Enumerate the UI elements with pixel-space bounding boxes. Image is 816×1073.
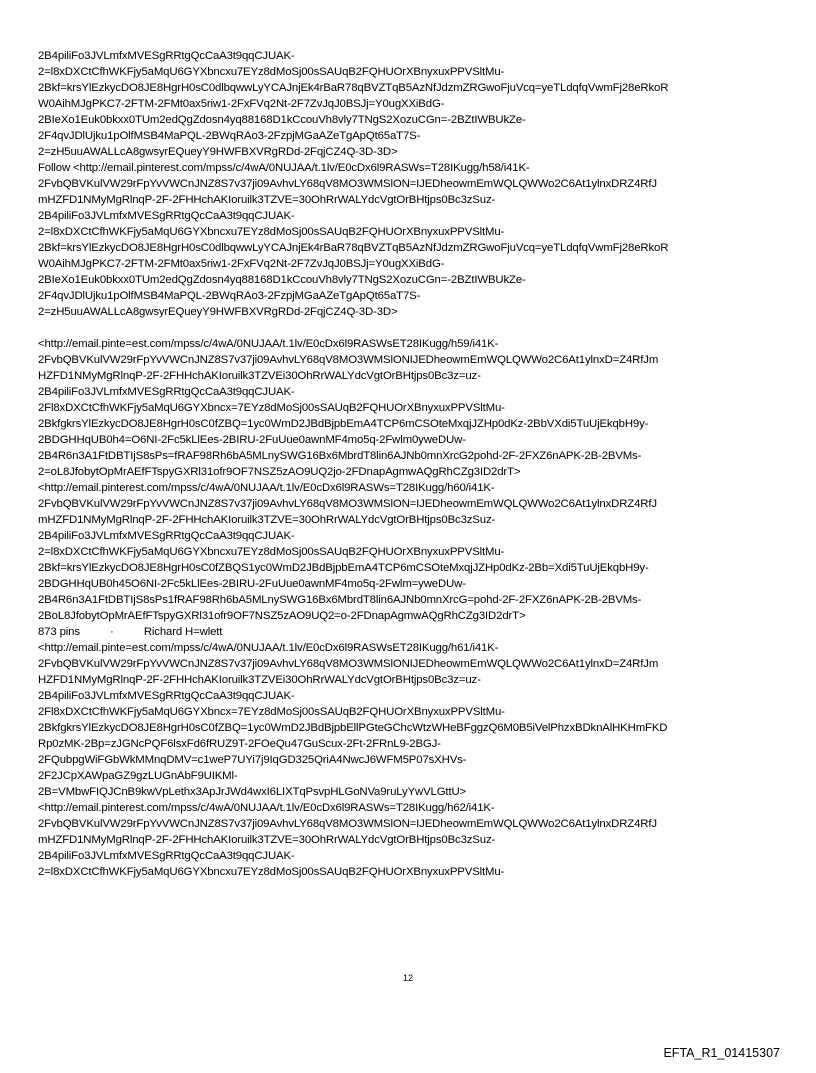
text-line: 2FvbQBVKulVW29rFpYvVWCnJNZ8S7v37ji09AvhvLY68qV8MO3WMSlON=IJEDheowmEmWQLQWWo2C6At1ylnxDRZ4RfJ <box>38 818 657 830</box>
pins-count: 873 pins <box>38 626 80 638</box>
text-line: 2Bkf=krsYlEzkycDO8JE8HgrH0sC0dlbqwwLyYCAJnjEk4rBaR78qBVZTqB5AzNfJdzmZRGwoFjuVcq=yeTLdqfqVwmFj28eRkoR <box>38 82 669 94</box>
blank-line <box>38 320 778 336</box>
text-block-bottom <box>38 640 778 880</box>
text-line: 2FvbQBVKulVW29rFpYvVWCnJNZ8S7v37ji09AvhvLY68qV8MO3WMSlON=IJEDheowmEmWQLQWWo2C6At1ylnxDRZ4RfJ <box>38 498 657 510</box>
text-block-top <box>38 48 778 624</box>
text-line: 2BDGHHqUB0h45O6NI-2Fc5kLlEes-2BIRU-2FuUue0awnMF4mo5q-2Fwlm=yweDUw- <box>38 578 466 590</box>
text-line: 2=l8xDXCtCfhWKFjy5aMqU6GYXbncxu7EYz8dMoSj00sSAUqB2FQHUOrXBnyxuxPPVSltMu- <box>38 546 505 558</box>
text-line: 2B4piliFo3JVLmfxMVESgRRtgQcCaA3t9qqCJUAK- <box>38 690 295 702</box>
text-line: 2B4piliFo3JVLmfxMVESgRRtgQcCaA3t9qqCJUAK- <box>38 850 295 862</box>
text-line: <http://email.pinte=est.com/mpss/c/4wA/0NUJAA/t.1lv/E0cDx6l9RASWsET28IKugg/h59/i41K- <box>38 338 499 350</box>
text-line: 2FQubpgWiFGbWkMMnqDMV=c1weP7UYi7j9IqGD325QriA4NwcJ6WFM5P07sXHVs- <box>38 754 467 766</box>
text-line: HZFD1NMyMgRlnqP-2F-2FHHchAKIoruilk3TZVEi30OhRrWALYdcVgtOrBHtjps0Bc3z=uz- <box>38 370 481 382</box>
text-line: HZFD1NMyMgRlnqP-2F-2FHHchAKIoruilk3TZVEi30OhRrWALYdcVgtOrBHtjps0Bc3z=uz- <box>38 674 481 686</box>
text-line: 2FvbQBVKulVW29rFpYvVWCnJNZ8S7v37ji09AvhvLY68qV8MO3WMSlON=IJEDheowmEmWQLQWWo2C6At1ylnxDRZ4RfJ <box>38 178 657 190</box>
text-line: 2Bkf=krsYlEzkycDO8JE8HgrH0sC0fZBQS1yc0WmD2JBdBjpbEmA4TCP6mCSOteMxqjJZHp0dKz-2Bb=Xdi5TuUjEkqbH9y- <box>38 562 649 574</box>
text-line: 2BDGHHqUB0h4=O6NI-2Fc5kLlEes-2BIRU-2FuUue0awnMF4mo5q-2Fwlm0yweDUw- <box>38 434 466 446</box>
document-body <box>38 48 778 880</box>
text-line: 2FvbQBVKulVW29rFpYvVWCnJNZ8S7v37ji09AvhvLY68qV8MO3WMSlONIJEDheowmEmWQLQWWo2C6At1ylnxD=Z4RfJm <box>38 658 659 670</box>
text-line: Rp0zMK-2Bp=zJGNcPQF6lsxFd6fRUZ9T-2FOeQu47GuScux-2Ft-2FRnL9-2BGJ- <box>38 738 441 750</box>
text-line: mHZFD1NMyMgRlnqP-2F-2FHHchAKIoruilk3TZVE=30OhRrWALYdcVgtOrBHtjps0Bc3zSuz- <box>38 194 496 206</box>
text-line: 2=l8xDXCtCfhWKFjy5aMqU6GYXbncxu7EYz8dMoSj00sSAUqB2FQHUOrXBnyxuxPPVSltMu- <box>38 226 505 238</box>
text-line: 2=zH5uuAWALLcA8gwsyrEQueyY9HWFBXVRgRDd-2FqjCZ4Q-3D-3D> <box>38 306 398 318</box>
text-line: 2=l8xDXCtCfhWKFjy5aMqU6GYXbncxu7EYz8dMoSj00sSAUqB2FQHUOrXBnyxuxPPVSltMu- <box>38 866 505 878</box>
text-line: 2FvbQBVKulVW29rFpYvVWCnJNZ8S7v37ji09AvhvLY68qV8MO3WMSlONIJEDheowmEmWQLQWWo2C6At1ylnxD=Z4RfJm <box>38 354 659 366</box>
text-line: 2B4R6n3A1FtDBTIjS8sPs=fRAF98Rh6bA5MLnySWG16Bx6MbrdT8lin6AJNb0mnXrcG2pohd-2F-2FXZ6nAPK-2B-2BVMs- <box>38 450 642 462</box>
text-line: 2F2JCpXAWpaGZ9gzLUGnAbF9UIKMl- <box>38 770 238 782</box>
text-line: <http://email.pinterest.com/mpss/c/4wA/0NUJAA/t.1lv/E0cDx6l9RASWs=T28IKugg/h60/i41K- <box>38 482 495 494</box>
text-line: <http://email.pinte=est.com/mpss/c/4wA/0NUJAA/t.1lv/E0cDx6l9RASWsET28IKugg/h61/i41K- <box>38 642 499 654</box>
text-line: Follow <http://email.pinterest.com/mpss/c/4wA/0NUJAA/t.1lv/E0cDx6l9RASWs=T28IKugg/h58/i41K- <box>38 162 530 174</box>
text-line: W0AihMJgPKC7-2FTM-2FMt0ax5riw1-2FxFVq2Nt-2F7ZvJqJ0BSJj=Y0ugXXiBdG- <box>38 258 445 270</box>
text-line: 2F4qvJDlUjku1pOlfMSB4MaPQL-2BWqRAo3-2FzpjMGaAZeTgApQt65aT7S- <box>38 290 421 302</box>
text-line: 2BIeXo1Euk0bkxx0TUm2edQgZdosn4yq88168D1kCcouVh8vly7TNgS2XozuCGn=-2BZtIWBUkZe- <box>38 274 526 286</box>
text-line: 2B=VMbwFIQJCnB9kwVpLethx3ApJrJWd4wxI6LIXTqPsvpHLGoNVa9ruLyYwVLGttU> <box>38 786 467 798</box>
page-number: 12 <box>402 973 413 983</box>
text-line: 2B4R6n3A1FtDBTIjS8sPs1fRAF98Rh6bA5MLnySWG16Bx6MbrdT8lin6AJNb0mnXrcG=pohd-2F-2FXZ6nAPK-2B-2BVMs- <box>38 594 642 606</box>
text-line: 2=zH5uuAWALLcA8gwsyrEQueyY9HWFBXVRgRDd-2FqjCZ4Q-3D-3D> <box>38 146 398 158</box>
text-line: mHZFD1NMyMgRlnqP-2F-2FHHchAKIoruilk3TZVE=30OhRrWALYdcVgtOrBHtjps0Bc3zSuz- <box>38 514 496 526</box>
text-line: 2BkfgkrsYlEzkycDO8JE8HgrH0sC0fZBQ=1yc0WmD2JBdBjpbEllPGteGChcWtzWHeBFggzQ6M0B5iVelPhzxBDknAlHKHmFKD <box>38 722 668 734</box>
text-line: 2B4piliFo3JVLmfxMVESgRRtgQcCaA3t9qqCJUAK- <box>38 386 295 398</box>
text-line: 2B4piliFo3JVLmfxMVESgRRtgQcCaA3t9qqCJUAK- <box>38 50 295 62</box>
text-line: mHZFD1NMyMgRlnqP-2F-2FHHchAKIoruilk3TZVE=30OhRrWALYdcVgtOrBHtjps0Bc3zSuz- <box>38 834 496 846</box>
text-line: 2B4piliFo3JVLmfxMVESgRRtgQcCaA3t9qqCJUAK- <box>38 530 295 542</box>
text-line: W0AihMJgPKC7-2FTM-2FMt0ax5riw1-2FxFVq2Nt-2F7ZvJqJ0BSJj=Y0ugXXiBdG- <box>38 98 445 110</box>
pinner-name: Richard H=wlett <box>143 626 223 638</box>
bates-number: EFTA_R1_01415307 <box>663 1046 780 1060</box>
text-line: 2=l8xDXCtCfhWKFjy5aMqU6GYXbncxu7EYz8dMoSj00sSAUqB2FQHUOrXBnyxuxPPVSltMu- <box>38 66 505 78</box>
text-line: 2Fl8xDXCtCfhWKFjy5aMqU6GYXbncx=7EYz8dMoSj00sSAUqB2FQHUOrXBnyxuxPPVSltMu- <box>38 402 505 414</box>
text-line: 2=oL8JfobytOpMrAEfFTspyGXRl31ofr9OF7NSZ5zAO9UQ2jo-2FDnapAgmwAQgRhCZg3ID2drT> <box>38 466 521 478</box>
text-line: 2B4piliFo3JVLmfxMVESgRRtgQcCaA3t9qqCJUAK- <box>38 210 295 222</box>
text-line: 2BkfgkrsYlEzkycDO8JE8HgrH0sC0fZBQ=1yc0WmD2JBdBjpbEmA4TCP6mCSOteMxqjJZHp0dKz-2BbVXdi5TuUjEkqbH9y- <box>38 418 649 430</box>
separator-dot: · <box>110 626 114 638</box>
text-line: <http://email.pinterest.com/mpss/c/4wA/0NUJAA/t.1lv/E0cDx6l9RASWs=T28IKugg/h62/i41K- <box>38 802 495 814</box>
text-line: 2Fl8xDXCtCfhWKFjy5aMqU6GYXbncx=7EYz8dMoSj00sSAUqB2FQHUOrXBnyxuxPPVSltMu- <box>38 706 505 718</box>
text-line: 2Bkf=krsYlEzkycDO8JE8HgrH0sC0dlbqwwLyYCAJnjEk4rBaR78qBVZTqB5AzNfJdzmZRGwoFjuVcq=yeTLdqfqVwmFj28eRkoR <box>38 242 669 254</box>
text-line: 2BIeXo1Euk0bkxx0TUm2edQgZdosn4yq88168D1kCcouVh8vly7TNgS2XozuCGn=-2BZtIWBUkZe- <box>38 114 526 126</box>
pin-meta-line <box>38 624 778 640</box>
text-line: 2BoL8JfobytOpMrAEfFTspyGXRl31ofr9OF7NSZ5zAO9UQ2=o-2FDnapAgmwAQgRhCZg3ID2drT> <box>38 610 526 622</box>
text-line: 2F4qvJDlUjku1pOlfMSB4MaPQL-2BWqRAo3-2FzpjMGaAZeTgApQt65aT7S- <box>38 130 421 142</box>
